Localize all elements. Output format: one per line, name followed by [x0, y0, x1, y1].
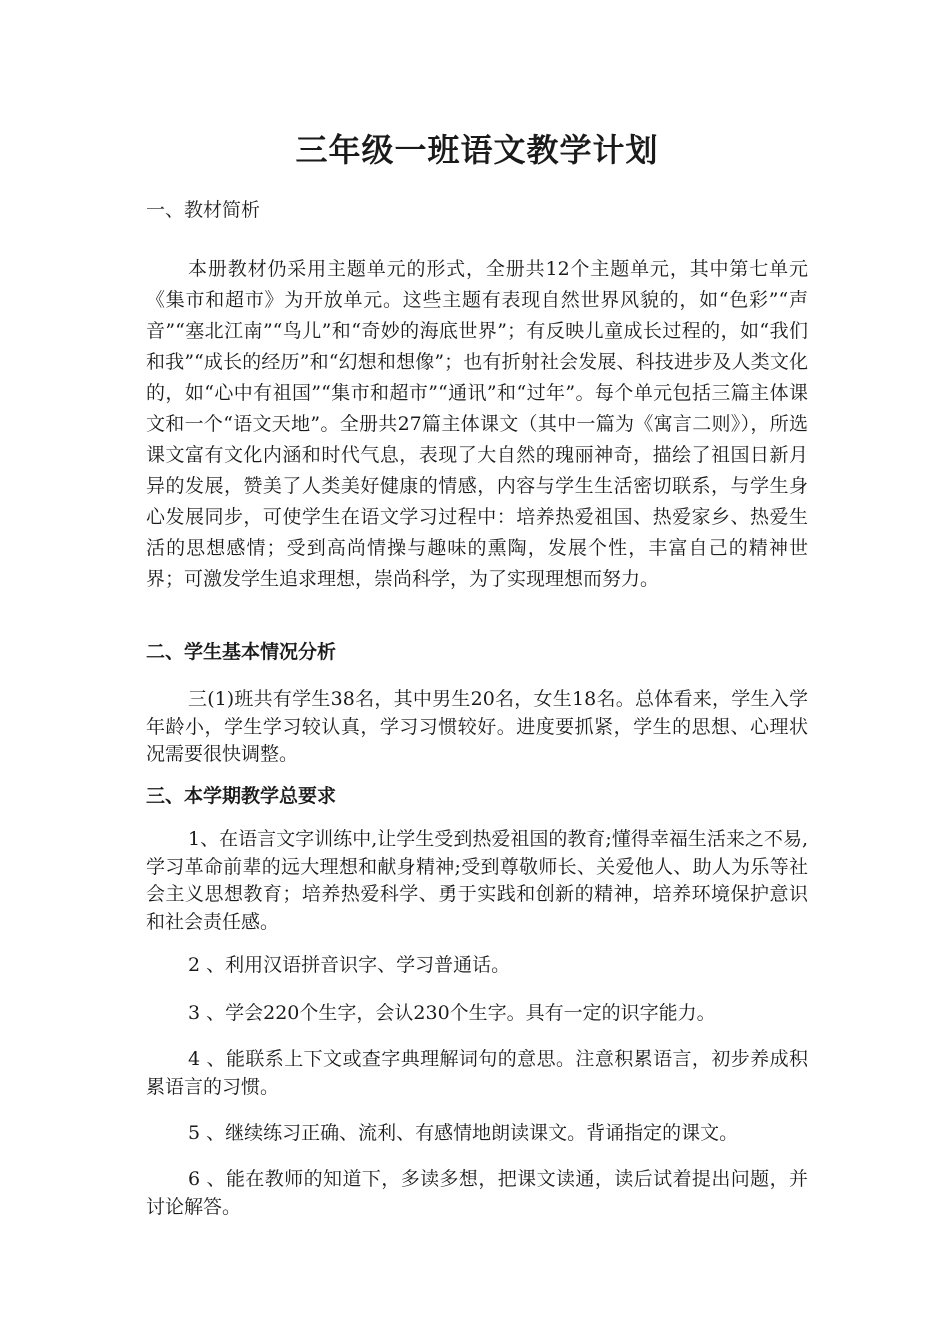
- requirement-item-2: 2 、利用汉语拼音识字、学习普通话。: [188, 954, 511, 976]
- section-heading-students: 二、学生基本情况分析: [146, 641, 337, 663]
- requirement-item-5: 5 、继续练习正确、流利、有感情地朗读课文。背诵指定的课文。: [188, 1122, 739, 1144]
- section-heading-requirements: 三、本学期教学总要求: [146, 785, 337, 807]
- document-title: 三年级一班语文教学计划: [295, 131, 659, 169]
- requirement-item-4: 4 、能联系上下文或查字典理解词句的意思。注意积累语言，初步养成积累语言的习惯。: [146, 1048, 808, 1098]
- section-heading-textbook: 一、教材简析: [146, 199, 261, 221]
- paragraph-textbook-analysis: 本册教材仍采用主题单元的形式，全册共12个主题单元，其中第七单元《集市和超市》为开放单元。这些主题有表现自然世界风貌的，如“色彩”“声音”“塞北江南”“鸟儿”和“奇妙的海底世界”；有反映儿童成长过程的，如“我们和我”“成长的经历”和“幻想和想像”；也有折射社会发展、科技进步及人类文化的，如“心中有祖国”“集市和超市”“通讯”和“过年”。每个单元包括三篇主体课文和一个“语文天地”。全册共27篇主体课文（其中一篇为《寓言二则》），所选课文富有文化内涵和时代气息，表现了大自然的瑰丽神奇，描绘了祖国日新月异的发展，赞美了人类美好健康的情感，内容与学生生活密切联系，与学生身心发展同步，可使学生在语文学习过程中：培养热爱祖国、热爱家乡、热爱生活的思想感情；受到高尚情操与趣味的熏陶，发展个性，丰富自己的精神世界；可激发学生追求理想，崇尚科学，为了实现理想而努力。: [146, 258, 808, 590]
- paragraph-student-analysis: 三(1)班共有学生38名，其中男生20名，女生18名。总体看来，学生入学年龄小，学生学习较认真，学习习惯较好。进度要抓紧，学生的思想、心理状况需要很快调整。: [146, 688, 808, 765]
- requirement-item-3: 3 、学会220个生字，会认230个生字。具有一定的识字能力。: [188, 1002, 716, 1024]
- requirement-item-6: 6 、能在教师的知道下，多读多想，把课文读通，读后试着提出问题，并讨论解答。: [146, 1168, 808, 1218]
- requirement-item-1: 1、在语言文字训练中,让学生受到热爱祖国的教育;懂得幸福生活来之不易,学习革命前辈的远大理想和献身精神;受到尊敬师长、关爱他人、助人为乐等社会主义思想教育；培养热爱科学、勇于实践和创新的精神，培养环境保护意识和社会责任感。: [146, 828, 808, 933]
